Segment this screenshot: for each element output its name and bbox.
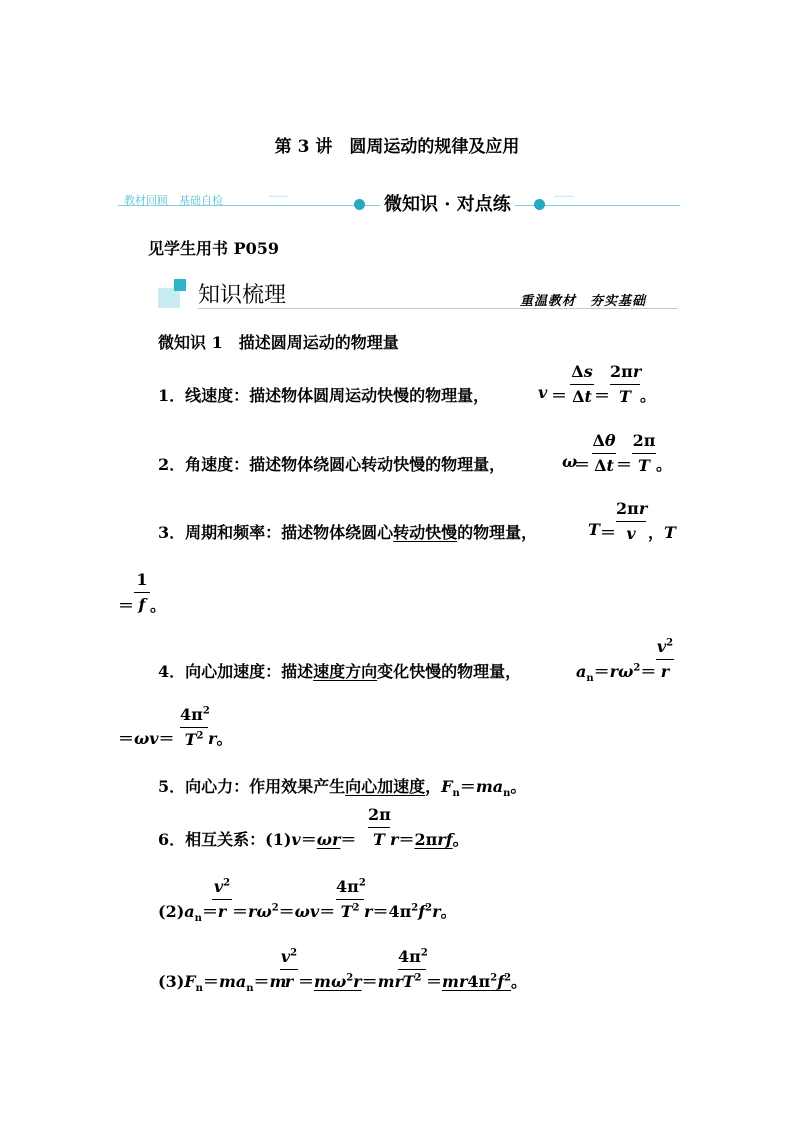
fraction: $4\pi^2$ $T^2$: [180, 705, 210, 749]
item-centripetal-acceleration: 4．向心加速度：描述速度方向变化快慢的物理量，: [158, 662, 522, 681]
fraction: 2π T: [368, 805, 391, 849]
square-icon: [174, 279, 186, 291]
subsection-title: 微知识 1 描述圆周运动的物理量: [158, 333, 399, 352]
banner-main-text: 微知识 · 对点练: [380, 190, 515, 216]
fraction: $4\pi^2$ $T^2$: [336, 877, 366, 921]
item-centripetal-force: 5．向心力：作用效果产生向心加速度，$F_n=ma_n$。: [158, 777, 527, 800]
item-linear-velocity: 1．线速度：描述物体圆周运动快慢的物理量，: [158, 386, 490, 405]
fraction: Δθ Δt: [592, 431, 616, 475]
square-icon: [158, 288, 180, 308]
section-slogan: 重温教材 夯实基础: [519, 294, 646, 309]
banner-dot-icon: [534, 199, 545, 210]
fraction: 2πr v: [616, 499, 648, 543]
fraction: $4\pi^2$ $T^2$: [398, 947, 428, 991]
fraction: $v^2$ r: [656, 637, 674, 681]
banner-left-text: 教材回顾 基础自检: [124, 194, 223, 207]
fraction: 2π T: [632, 431, 656, 475]
book-reference: 见学生用书 P059: [148, 239, 280, 258]
fraction: $v^2$ r: [280, 947, 298, 991]
section-banner: 教材回顾 基础自检 ········· 微知识 · 对点练 ·········: [118, 190, 680, 216]
formula: v: [538, 383, 548, 402]
item-relations: 6．相互关系：(1)v＝ωr＝: [158, 830, 357, 849]
relation-2: $(2)a_n=$: [158, 902, 218, 925]
page-title: 第 3 讲 圆周运动的规律及应用: [274, 137, 520, 157]
fraction: 1 f: [134, 570, 150, 615]
relation-3: $(3)F_n=ma_n=m$: [158, 972, 287, 995]
item-angular-velocity: 2．角速度：描述物体绕圆心转动快慢的物理量，: [158, 455, 506, 474]
banner-dot-icon: [354, 199, 365, 210]
fraction: $v^2$ r: [213, 877, 231, 921]
fraction: Δs Δt: [571, 362, 593, 406]
fraction: 2πr T: [610, 362, 642, 406]
item-period-frequency: 3．周期和频率：描述物体绕圆心转动快慢的物理量，: [158, 523, 538, 542]
knowledge-header: [158, 278, 678, 312]
section-title: 知识梳理: [198, 283, 287, 308]
